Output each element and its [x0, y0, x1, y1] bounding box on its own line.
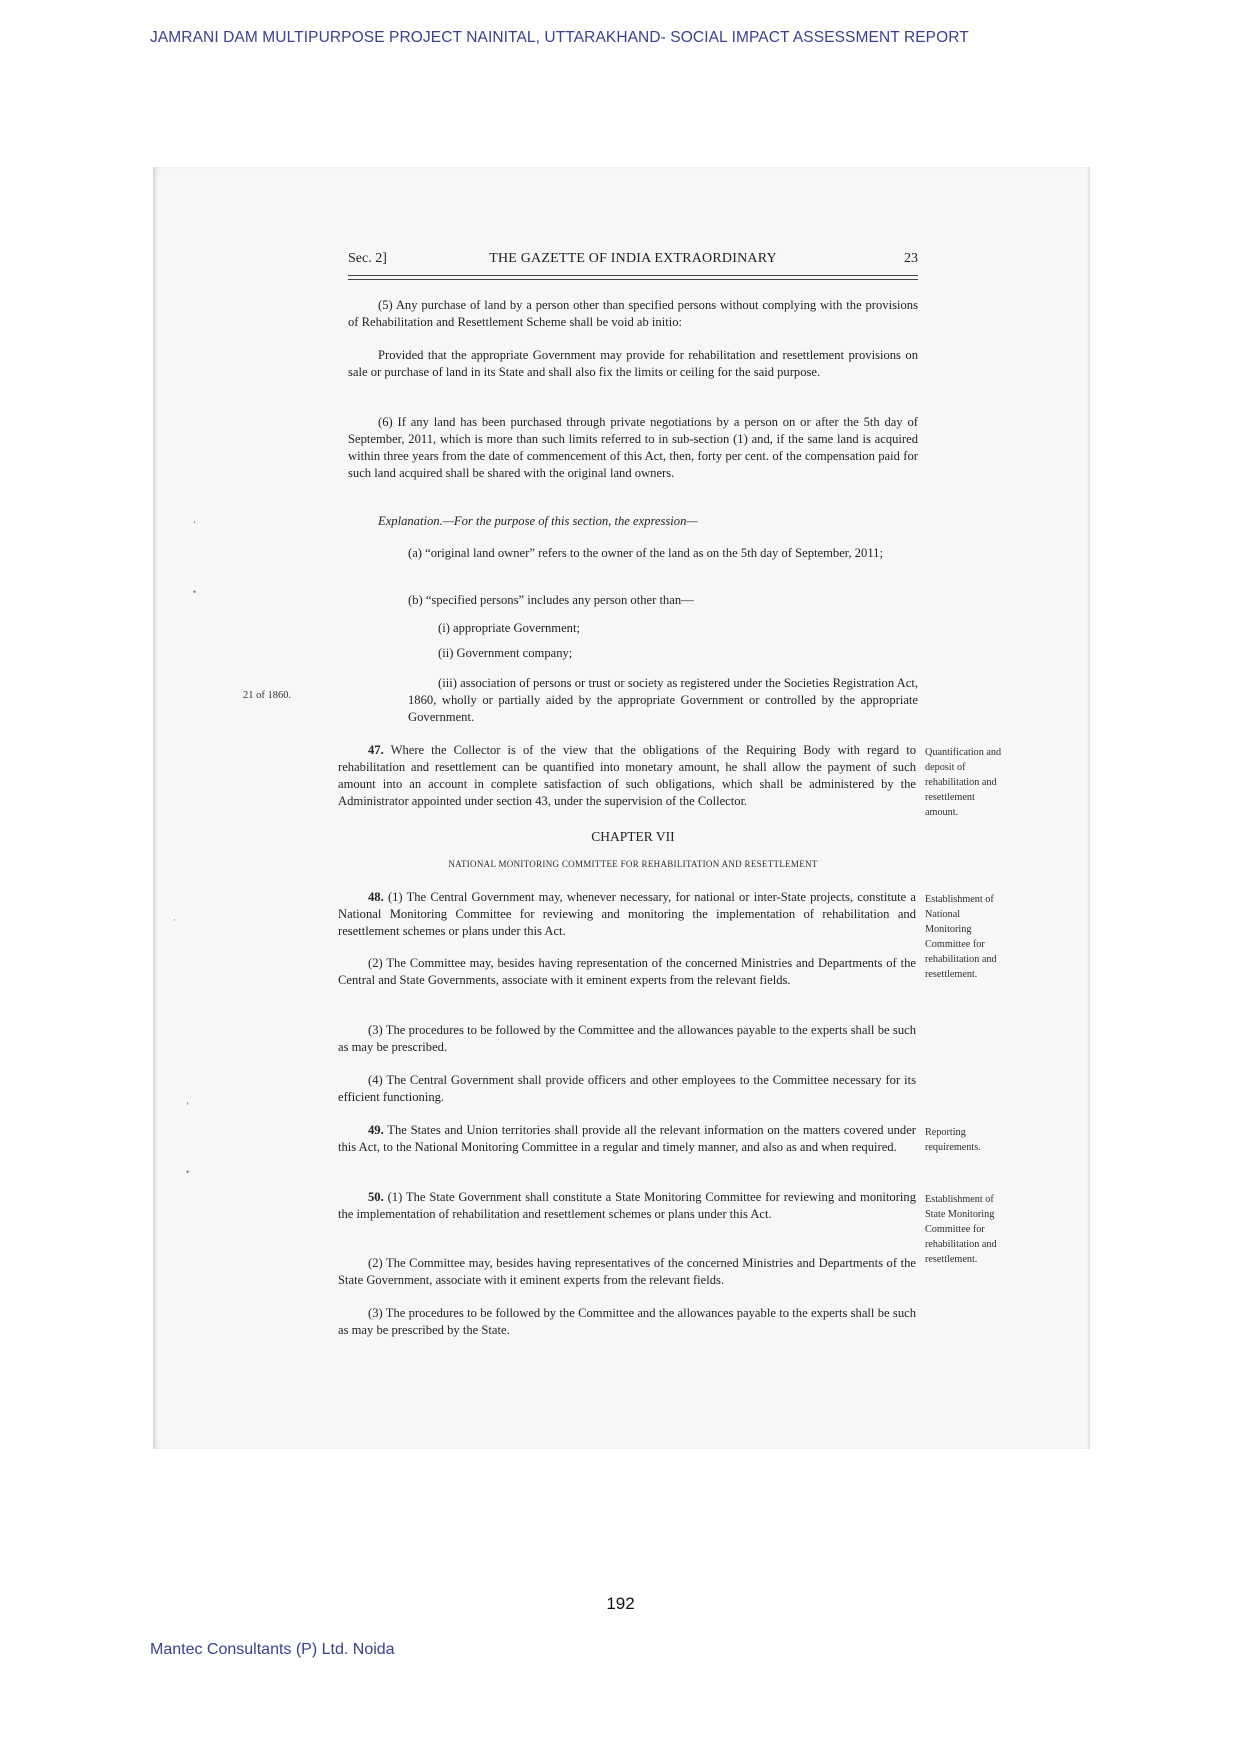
sub-section-6: (6) If any land has been purchased through private negotiations by a person on or after the 5th day of September, 2011, which is more than such limits referred to in sub-section (1) and, if the same land is acquired within three years from the date of commencement of this Act, then, forty per cent. of the compensation paid for such land acquired shall be shared with the original land owners. — [348, 415, 918, 480]
clause-b-iii: (iii) association of persons or trust or society as registered under the Societies Registration Act, 1860, wholly or partially aided by the appropriate Government or controlled by the appropriate Government. — [408, 676, 918, 724]
section-50-2: (2) The Committee may, besides having representatives of the concerned Ministries and Departments of the State Government, associate with it eminent experts from the relevant fields. — [338, 1256, 916, 1287]
header-rule — [348, 279, 918, 280]
explanation: Explanation.—For the purpose of this section, the expression— — [378, 514, 698, 528]
section-number: 49. — [368, 1123, 384, 1137]
page-number: 192 — [606, 1594, 635, 1613]
section-text: Where the Collector is of the view that the obligations of the Requiring Body with regard to rehabilitation and resettlement can be quantified into monetary amount, he shall allow the payment of such amount into an account in complete satisfaction of such obligations, which shall be administered by the Administrator appointed under section 43, under the supervision of the Collector. — [338, 743, 917, 808]
scan-speck: ‘ — [193, 519, 196, 529]
proviso: Provided that the appropriate Government may provide for rehabilitation and resettlement provisions on sale or purchase of land in its State and shall also fix the limits or ceiling for the said purpose. — [348, 348, 918, 379]
scanned-gazette-page — [153, 167, 1090, 1449]
side-note-49: Reporting requirements. — [925, 1127, 981, 1153]
section-text: The States and Union territories shall provide all the relevant information on the matters covered under this Act, to the National Monitoring Committee in a regular and timely manner, and also as and when required. — [338, 1123, 916, 1154]
section-47 — [338, 742, 916, 810]
gazette-section: Sec. 2] — [348, 251, 387, 266]
scan-speck: • — [193, 587, 197, 597]
header-rule — [348, 275, 918, 276]
section-48-4: (4) The Central Government shall provide officers and other employees to the Committee necessary for its efficient functioning. — [338, 1073, 916, 1104]
section-number: 50. — [368, 1190, 384, 1204]
section-48-3: (3) The procedures to be followed by the Committee and the allowances payable to the experts shall be such as may be prescribed. — [338, 1023, 916, 1054]
margin-reference: 21 of 1860. — [243, 690, 292, 701]
gazette-page-number: 23 — [904, 251, 918, 266]
side-note-48: Establishment of National Monitoring Committee for rehabilitation and resettlement. — [925, 894, 997, 980]
chapter-subheading: NATIONAL MONITORING COMMITTEE FOR REHABILITATION AND RESETTLEMENT — [448, 859, 818, 869]
sub-section-5: (5) Any purchase of land by a person other than specified persons without complying with the provisions of Rehabilitation and Resettlement Scheme shall be void ab initio: — [348, 298, 918, 329]
gazette-header — [348, 251, 918, 273]
scan-speck: • — [186, 1167, 190, 1177]
side-note-47: Quantification and deposit of rehabilitation and resettlement amount. — [925, 747, 1002, 818]
report-header: JAMRANI DAM MULTIPURPOSE PROJECT NAINITAL, UTTARAKHAND- SOCIAL IMPACT ASSESSMENT REPORT — [150, 29, 969, 46]
clause-b-ii: (ii) Government company; — [438, 646, 573, 660]
clause-a: (a) “original land owner” refers to the owner of the land as on the 5th day of September, 2011; — [408, 546, 883, 560]
footer: Mantec Consultants (P) Ltd. Noida — [150, 1641, 395, 1658]
section-49 — [338, 1122, 916, 1156]
section-48-2: (2) The Committee may, besides having representation of the concerned Ministries and Departments of the Central and State Governments, associate with it eminent experts from the relevant fields. — [338, 956, 916, 987]
section-50-3: (3) The procedures to be followed by the Committee and the allowances payable to the experts shall be such as may be prescribed by the State. — [338, 1306, 916, 1337]
section-number: 47. — [368, 743, 384, 757]
scan-speck: ’ — [186, 1101, 189, 1111]
section-48-1 — [338, 889, 916, 940]
side-note-50: Establishment of State Monitoring Committee for rehabilitation and resettlement. — [925, 1194, 997, 1265]
section-number: 48. — [368, 890, 384, 904]
clause-b: (b) “specified persons” includes any person other than— — [408, 593, 694, 607]
chapter-heading: CHAPTER VII — [591, 829, 675, 844]
section-text: (1) The Central Government may, whenever necessary, for national or inter-State projects, constitute a National Monitoring Committee for reviewing and monitoring the implementation of rehabilitation and resettlement schemes or plans under this Act. — [338, 890, 916, 938]
gazette-title: THE GAZETTE OF INDIA EXTRAORDINARY — [489, 251, 777, 266]
section-50-1 — [338, 1189, 916, 1223]
section-text: (1) The State Government shall constitute a State Monitoring Committee for reviewing and monitoring the implementation of rehabilitation and resettlement schemes or plans under this Act. — [338, 1190, 916, 1221]
clause-b-i: (i) appropriate Government; — [438, 621, 580, 635]
scan-speck: · — [173, 915, 176, 925]
